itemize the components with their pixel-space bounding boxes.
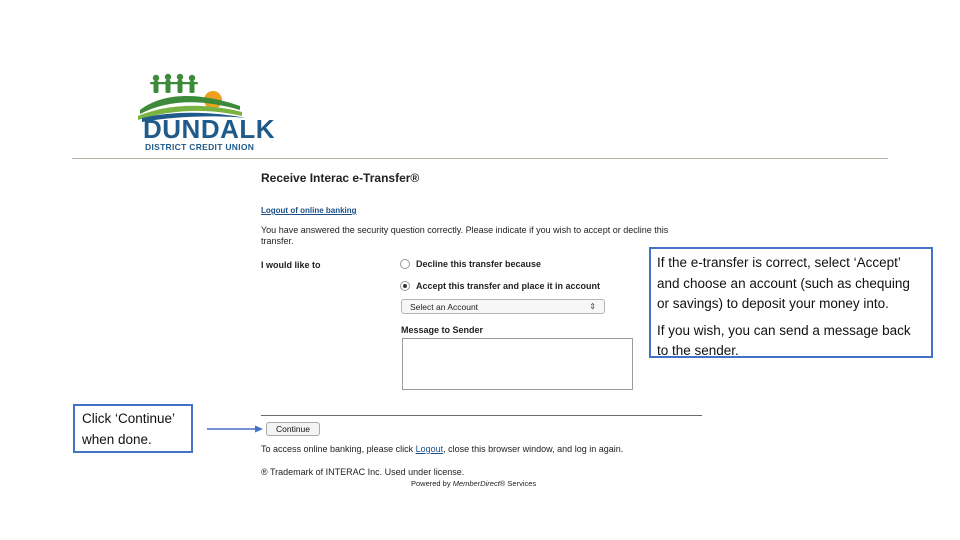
- powered-suffix: ® Services: [499, 479, 537, 488]
- access-instructions: [261, 444, 623, 454]
- accept-instruction-callout: [649, 247, 933, 358]
- account-select-value: Select an Account: [410, 301, 479, 312]
- trademark-text: ® Trademark of INTERAC Inc. Used under license.: [261, 467, 465, 477]
- callout-accept-text: If the e-transfer is correct, select ‘Accept’ and choose an account (such as chequing or savings) to deposit your money into.: [657, 255, 910, 311]
- continue-button[interactable]: Continue: [266, 422, 320, 436]
- decline-option[interactable]: [400, 259, 541, 269]
- accept-label: Accept this transfer and place it in account: [416, 281, 601, 291]
- decline-radio[interactable]: [400, 259, 410, 269]
- powered-by: [411, 479, 536, 488]
- intro-text: You have answered the security question correctly. Please indicate if you wish to accept or decline this transfer.: [261, 225, 669, 246]
- decline-label: Decline this transfer because: [416, 259, 542, 269]
- account-select[interactable]: [401, 299, 605, 314]
- logout-link[interactable]: Logout of online banking: [261, 206, 357, 215]
- logo-name: DUNDALK: [143, 114, 276, 144]
- callout-continue-text: Click ‘Continue’ when done.: [82, 411, 175, 447]
- message-label: Message to Sender: [401, 325, 484, 335]
- powered-prefix: Powered by: [411, 479, 453, 488]
- select-arrows-icon: ⇕: [589, 302, 596, 311]
- callout-message-text: If you wish, you can send a message back to the sender.: [657, 322, 911, 358]
- continue-instruction-callout: [73, 404, 193, 453]
- logo-subtitle: DISTRICT CREDIT UNION: [145, 142, 255, 152]
- form-divider: [261, 415, 702, 416]
- header-divider: [72, 158, 888, 159]
- accept-radio[interactable]: [400, 281, 410, 291]
- page-title: Receive Interac e-Transfer®: [261, 171, 420, 185]
- powered-brand: MemberDirect: [452, 479, 500, 488]
- message-textarea[interactable]: [402, 338, 633, 390]
- footer-logout-link[interactable]: Logout: [415, 444, 444, 454]
- accept-option[interactable]: [400, 281, 600, 291]
- would-like-label: I would like to: [261, 260, 321, 270]
- arrow-right-icon: [207, 424, 263, 434]
- access-prefix: To access online banking, please click: [261, 444, 416, 454]
- access-suffix: , close this browser window, and log in again.: [443, 444, 624, 454]
